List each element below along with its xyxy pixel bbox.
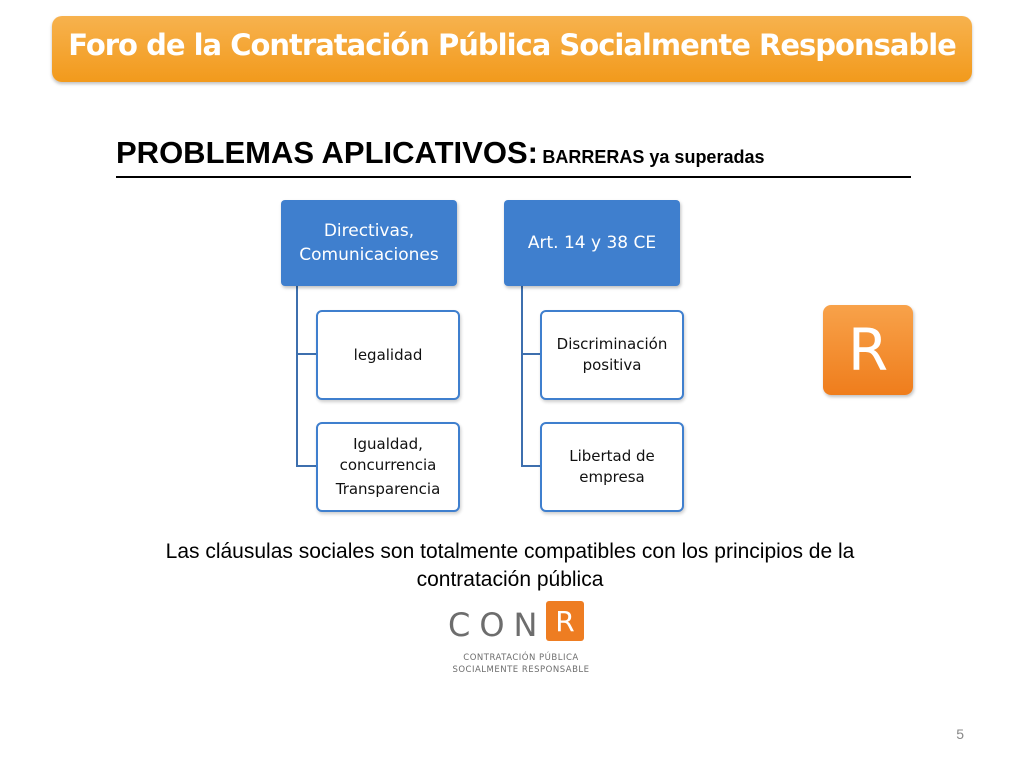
header-line: Comunicaciones [299, 245, 439, 265]
node-label: empresa [579, 468, 645, 486]
header-line: Directivas, [323, 221, 415, 241]
page-number: 5 [956, 726, 964, 742]
r-logo-letter: R [847, 316, 889, 384]
diagram-node-igualdad [316, 422, 460, 512]
node-label: concurrencia [339, 456, 437, 474]
r-logo-icon [823, 305, 913, 395]
conclusion-line: contratación pública [416, 568, 604, 591]
node-label-extra: Transparencia [335, 480, 441, 498]
conr-logo [446, 600, 596, 680]
logo-r-icon [546, 601, 584, 641]
node-label: legalidad [353, 345, 423, 364]
diagram-header-articulos [504, 200, 680, 286]
logo-subtitle-2: SOCIALMENTE RESPONSABLE [452, 665, 590, 675]
diagram-node-libertad [540, 422, 684, 512]
connector-line [296, 353, 316, 355]
logo-subtitle-1: CONTRATACIÓN PÚBLICA [463, 653, 579, 663]
node-label: positiva [582, 356, 642, 374]
heading-sub: BARRERAS ya superadas [542, 147, 765, 167]
node-label: Igualdad, [353, 435, 423, 453]
conclusion-text [60, 538, 960, 594]
connector-line [521, 353, 540, 355]
diagram-node-discriminacion [540, 310, 684, 400]
node-label: Discriminación [556, 335, 668, 353]
logo-word: CON [448, 606, 547, 644]
section-heading [116, 136, 911, 178]
node-label: Libertad de [569, 447, 655, 465]
connector-line [521, 465, 540, 467]
title-banner [52, 16, 972, 82]
diagram-node-legalidad [316, 310, 460, 400]
connector-line [521, 286, 523, 466]
conclusion-line: Las cláusulas sociales son totalmente compatibles con los principios de la [165, 540, 855, 563]
heading-main: PROBLEMAS APLICATIVOS: [116, 135, 538, 170]
header-line: Art. 14 y 38 CE [527, 233, 657, 253]
connector-line [296, 286, 298, 466]
logo-r-letter: R [555, 604, 575, 638]
banner-title: Foro de la Contratación Pública Socialmente Responsable [68, 28, 956, 62]
diagram-header-directivas [281, 200, 457, 286]
connector-line [296, 465, 316, 467]
